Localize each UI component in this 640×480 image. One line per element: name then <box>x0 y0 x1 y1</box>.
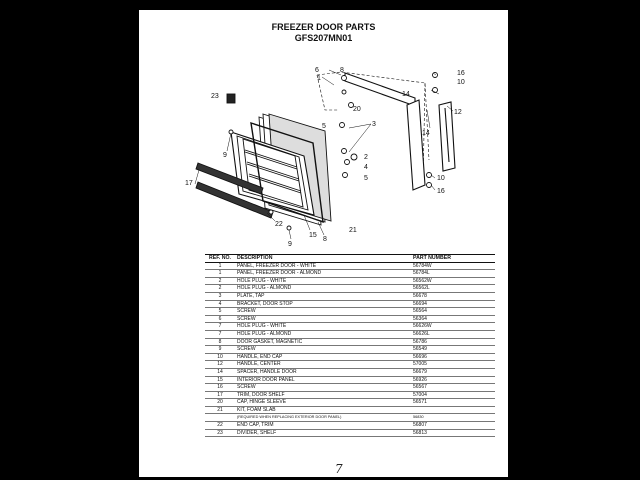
ref-cell: 1 <box>205 270 235 278</box>
part-number-cell: 56696 <box>411 353 495 361</box>
part-number-cell: 56926 <box>411 376 495 384</box>
table-row <box>205 270 495 278</box>
callout: 16 <box>437 188 445 195</box>
description-cell: PANEL, FREEZER DOOR - ALMOND <box>235 270 411 278</box>
part-number-cell: 57005 <box>411 361 495 369</box>
parts-table-body <box>205 262 495 437</box>
part-number-cell: 56784W <box>411 262 495 270</box>
ref-cell: 10 <box>205 353 235 361</box>
part-number-cell: 56694 <box>411 300 495 308</box>
table-row <box>205 353 495 361</box>
exploded-view-diagram <box>139 10 508 250</box>
description-cell: HOLE PLUG - WHITE <box>235 277 411 285</box>
part-number-cell: 56678 <box>411 292 495 300</box>
callout: 15 <box>309 232 317 239</box>
description-cell: INTERIOR DOOR PANEL <box>235 376 411 384</box>
table-row <box>205 285 495 293</box>
table-row <box>205 391 495 399</box>
header-part-number: PART NUMBER <box>411 255 495 263</box>
callout: 5 <box>364 175 368 182</box>
description-cell: DOOR GASKET, MAGNETIC <box>235 338 411 346</box>
part-number-cell: 56626W <box>411 323 495 331</box>
table-row <box>205 292 495 300</box>
table-row <box>205 361 495 369</box>
description-cell: HOLE PLUG - WHITE <box>235 323 411 331</box>
callout: 16 <box>457 70 465 77</box>
ref-cell: 1 <box>205 262 235 270</box>
description-cell: KIT, FOAM SLAB <box>235 406 411 414</box>
table-row <box>205 323 495 331</box>
ref-cell: 23 <box>205 429 235 437</box>
description-cell: PANEL, FREEZER DOOR - WHITE <box>235 262 411 270</box>
callout: 8 <box>323 236 327 243</box>
table-row <box>205 338 495 346</box>
part-number-cell: 56784L <box>411 270 495 278</box>
ref-cell: 22 <box>205 422 235 430</box>
callout: 9 <box>223 152 227 159</box>
description-cell: SCREW <box>235 346 411 354</box>
table-row <box>205 300 495 308</box>
ref-cell: 8 <box>205 338 235 346</box>
ref-cell: 6 <box>205 315 235 323</box>
ref-cell: 12 <box>205 361 235 369</box>
ref-cell: 5 <box>205 308 235 316</box>
part-number-cell: 56564 <box>411 308 495 316</box>
callout: 23 <box>211 93 219 100</box>
ref-cell: 3 <box>205 292 235 300</box>
part-number-cell: 56830 <box>411 414 495 422</box>
callout: 21 <box>349 227 357 234</box>
part-number-cell: 56679 <box>411 368 495 376</box>
description-cell: BRACKET, DOOR STOP <box>235 300 411 308</box>
description-cell: TRIM, DOOR SHELF <box>235 391 411 399</box>
title-line-1: FREEZER DOOR PARTS <box>271 22 376 32</box>
part-number-cell: 56813 <box>411 429 495 437</box>
ref-cell: 21 <box>205 406 235 414</box>
part-number-cell: 57004 <box>411 391 495 399</box>
parts-sheet <box>139 10 508 477</box>
table-row <box>205 330 495 338</box>
header-ref-no: REF. NO. <box>205 255 235 263</box>
table-row <box>205 429 495 437</box>
ref-cell: 16 <box>205 384 235 392</box>
handle-bars <box>345 73 455 190</box>
title-line-2: GFS207MN01 <box>294 33 353 43</box>
callout: 10 <box>457 79 465 86</box>
ref-cell: 9 <box>205 346 235 354</box>
callout: 17 <box>185 180 193 187</box>
page-number: 7 <box>335 462 343 476</box>
part-number-cell: 56571 <box>411 399 495 407</box>
callout: 2 <box>364 154 368 161</box>
table-row <box>205 406 495 414</box>
table-row <box>205 422 495 430</box>
callout: 22 <box>275 221 283 228</box>
callout: 14 <box>422 130 430 137</box>
table-row <box>205 384 495 392</box>
callout: 4 <box>364 164 368 171</box>
description-cell: SPACER, HANDLE DOOR <box>235 368 411 376</box>
table-row <box>205 368 495 376</box>
part-number-cell: 56562L <box>411 285 495 293</box>
description-cell: SCREW <box>235 308 411 316</box>
ref-cell: 2 <box>205 277 235 285</box>
ref-cell <box>205 414 235 422</box>
header-description: DESCRIPTION <box>235 255 411 263</box>
description-cell: SCREW <box>235 315 411 323</box>
callout: 10 <box>437 175 445 182</box>
description-cell: PLATE, TAP <box>235 292 411 300</box>
table-row <box>205 399 495 407</box>
description-cell: END CAP, TRIM <box>235 422 411 430</box>
table-row <box>205 315 495 323</box>
part-number-cell: 56549 <box>411 346 495 354</box>
callout: 3 <box>372 121 376 128</box>
ref-cell: 17 <box>205 391 235 399</box>
ref-cell: 2 <box>205 285 235 293</box>
ref-cell: 4 <box>205 300 235 308</box>
part-number-cell <box>411 406 495 414</box>
table-row <box>205 277 495 285</box>
callout: 9 <box>288 241 292 248</box>
ref-cell: 7 <box>205 323 235 331</box>
ref-cell: 14 <box>205 368 235 376</box>
part-number-cell: 56567 <box>411 384 495 392</box>
part-number-cell: 56626L <box>411 330 495 338</box>
description-cell: DIVIDER, SHELF <box>235 429 411 437</box>
callout: 8 <box>340 67 344 74</box>
table-row <box>205 376 495 384</box>
callout: 12 <box>454 109 462 116</box>
callout: 5 <box>322 123 326 130</box>
part-number-cell: 56786 <box>411 338 495 346</box>
callout: 1 <box>317 75 321 82</box>
callout: 6 <box>315 67 319 74</box>
table-header-row <box>205 255 495 263</box>
description-cell: HANDLE, CENTER <box>235 361 411 369</box>
description-cell: CAP, HINGE SLEEVE <box>235 399 411 407</box>
table-row <box>205 414 495 422</box>
ref-cell: 15 <box>205 376 235 384</box>
ref-cell: 7 <box>205 330 235 338</box>
table-row <box>205 346 495 354</box>
parts-table <box>205 254 495 437</box>
ref-cell: 20 <box>205 399 235 407</box>
description-cell: SCREW <box>235 384 411 392</box>
part-number-cell: 56364 <box>411 315 495 323</box>
callout: 14 <box>402 91 410 98</box>
part-number-cell: 56562W <box>411 277 495 285</box>
description-cell: (REQUIRED WHEN REPLACING EXTERIOR DOOR PANEL) <box>235 414 411 422</box>
part-number-cell: 56807 <box>411 422 495 430</box>
description-cell: HOLE PLUG - ALMOND <box>235 285 411 293</box>
table-row <box>205 262 495 270</box>
table-row <box>205 308 495 316</box>
description-cell: HOLE PLUG - ALMOND <box>235 330 411 338</box>
callout: 20 <box>353 106 361 113</box>
description-cell: HANDLE, END CAP <box>235 353 411 361</box>
